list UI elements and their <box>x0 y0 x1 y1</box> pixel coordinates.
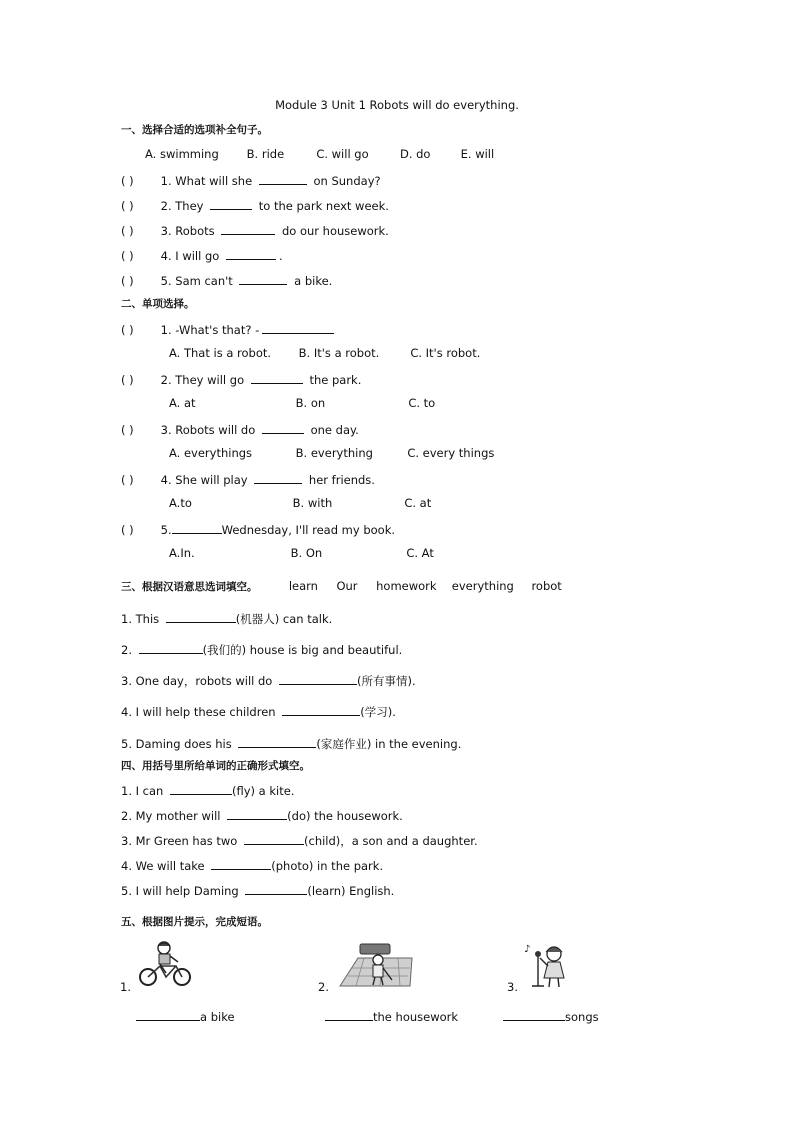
word-bank-item: robot <box>531 579 562 593</box>
section-5-heading: 五、根据图片提示，完成短语。 <box>121 916 268 928</box>
picture-number-2: 2. <box>318 980 329 994</box>
option-e: E. will <box>460 147 495 161</box>
question-text: 4. We will take <box>121 859 205 873</box>
option-a[interactable]: A. at <box>169 396 196 410</box>
answer-blank[interactable] <box>282 703 360 716</box>
question-text: (所有事情). <box>357 674 416 688</box>
question-text: on Sunday? <box>313 174 381 188</box>
answer-parens[interactable]: ( ) <box>121 323 134 337</box>
question-text: 1. This <box>121 612 160 626</box>
option-b[interactable]: B. everything <box>295 446 373 460</box>
s4-question-1 <box>121 782 294 798</box>
question-text: 5. Daming does his <box>121 737 232 751</box>
option-b[interactable]: B. with <box>292 496 333 510</box>
answer-blank[interactable] <box>239 272 287 285</box>
question-text: one day. <box>310 423 359 437</box>
question-text: to the park next week. <box>258 199 389 213</box>
answer-parens[interactable]: ( ) <box>121 523 134 537</box>
word-bank-item: homework <box>376 579 437 593</box>
option-b[interactable]: B. On <box>290 546 323 560</box>
option-a[interactable]: A.In. <box>169 546 195 560</box>
s2-question-5 <box>121 521 395 537</box>
answer-parens[interactable]: ( ) <box>121 249 134 263</box>
answer-blank[interactable] <box>136 1008 200 1021</box>
question-text: 2. <box>121 643 132 657</box>
option-a[interactable]: A. That is a robot. <box>169 346 272 360</box>
answer-blank[interactable] <box>262 421 304 434</box>
s2-question-2 <box>121 371 361 387</box>
s5-phrase-1 <box>136 1008 235 1024</box>
section-2-heading: 二、单项选择。 <box>121 298 195 310</box>
answer-blank[interactable] <box>166 610 236 623</box>
question-text: (photo) in the park. <box>271 859 384 873</box>
option-c[interactable]: C. at <box>404 496 432 510</box>
answer-blank[interactable] <box>325 1008 373 1021</box>
question-text: (我们的) house is big and beautiful. <box>202 643 403 657</box>
option-a: A. swimming <box>145 147 219 161</box>
option-c[interactable]: C. every things <box>407 446 495 460</box>
section-3-heading: 三、根据汉语意思选词填空。 <box>121 581 258 593</box>
question-text: the park. <box>309 373 362 387</box>
answer-blank[interactable] <box>244 832 304 845</box>
option-c[interactable]: C. At <box>406 546 434 560</box>
question-text: 4. I will go <box>160 249 220 263</box>
picture-number-1: 1. <box>120 980 131 994</box>
question-text: Wednesday, I'll read my book. <box>221 523 396 537</box>
s5-phrase-3 <box>503 1008 599 1024</box>
answer-parens[interactable]: ( ) <box>121 174 134 188</box>
word-bank-item: learn <box>288 579 318 593</box>
s2-q2-options <box>169 396 435 410</box>
s4-question-5 <box>121 882 394 898</box>
question-text: . <box>278 249 283 263</box>
s4-question-3 <box>121 832 478 849</box>
option-c: C. will go <box>316 147 369 161</box>
s3-question-2 <box>121 641 402 658</box>
option-d: D. do <box>399 147 431 161</box>
s1-question-5 <box>121 272 332 288</box>
s2-q3-options <box>169 446 494 460</box>
s2-question-3 <box>121 421 359 437</box>
answer-blank[interactable] <box>251 371 303 384</box>
answer-blank[interactable] <box>170 782 232 795</box>
question-text: 5. Sam can't <box>160 274 233 288</box>
s4-question-2 <box>121 807 403 823</box>
answer-parens[interactable]: ( ) <box>121 274 134 288</box>
question-text: (机器人) can talk. <box>235 612 333 626</box>
girl-singing-picture <box>522 940 572 990</box>
option-a[interactable]: A.to <box>169 496 192 510</box>
answer-blank[interactable] <box>226 247 276 260</box>
section-1-options <box>145 147 494 161</box>
answer-blank[interactable] <box>245 882 307 895</box>
boy-riding-bike-picture <box>136 940 194 988</box>
word-bank-item: everything <box>451 579 514 593</box>
answer-blank[interactable] <box>221 222 275 235</box>
s2-q4-options <box>169 496 431 510</box>
option-b: B. ride <box>246 147 285 161</box>
question-text: (learn) English. <box>307 884 395 898</box>
s2-question-4 <box>121 471 375 487</box>
page-title: Module 3 Unit 1 Robots will do everything. <box>275 98 519 112</box>
phrase-text: a bike <box>200 1010 235 1024</box>
answer-parens[interactable]: ( ) <box>121 373 134 387</box>
phrase-text: the housework <box>373 1010 459 1024</box>
section-4-heading: 四、用括号里所给单词的正确形式填空。 <box>121 760 310 772</box>
answer-blank[interactable] <box>211 857 271 870</box>
question-text: 5. I will help Daming <box>121 884 239 898</box>
s1-question-3 <box>121 222 389 238</box>
s3-question-4 <box>121 703 396 720</box>
picture-number-3: 3. <box>507 980 518 994</box>
option-b[interactable]: B. on <box>295 396 326 410</box>
answer-blank[interactable] <box>139 641 203 654</box>
s4-question-4 <box>121 857 383 873</box>
answer-blank[interactable] <box>172 521 222 534</box>
answer-blank[interactable] <box>210 197 252 210</box>
girl-doing-housework-picture <box>338 940 414 988</box>
option-b[interactable]: B. It's a robot. <box>298 346 380 360</box>
answer-parens[interactable]: ( ) <box>121 199 134 213</box>
option-a[interactable]: A. everythings <box>169 446 253 460</box>
s3-question-3 <box>121 672 416 689</box>
question-text: 3. Robots <box>160 224 215 238</box>
answer-blank[interactable] <box>262 321 334 334</box>
svg-text:♪: ♪ <box>524 944 531 955</box>
option-c[interactable]: C. It's robot. <box>410 346 481 360</box>
s2-question-1 <box>121 321 337 337</box>
question-text: (学习). <box>360 705 396 719</box>
question-text: (fly) a kite. <box>232 784 295 798</box>
s1-question-1 <box>121 172 381 188</box>
answer-blank[interactable] <box>279 672 357 685</box>
s3-question-1 <box>121 610 332 627</box>
question-text: 3. One day，robots will do <box>121 674 273 688</box>
question-text: 3. Mr Green has two <box>121 834 238 848</box>
question-text: 5. <box>160 523 172 537</box>
question-text: 3. Robots will do <box>160 423 256 437</box>
s1-question-4 <box>121 247 283 263</box>
question-text: (家庭作业) in the evening. <box>316 737 462 751</box>
question-text: 1. I can <box>121 784 164 798</box>
question-text: do our housework. <box>281 224 389 238</box>
question-text: 2. My mother will <box>121 809 221 823</box>
answer-blank[interactable] <box>254 471 302 484</box>
answer-blank[interactable] <box>238 735 316 748</box>
s3-question-5 <box>121 735 461 752</box>
phrase-text: songs <box>565 1010 599 1024</box>
question-text: 4. I will help these children <box>121 705 276 719</box>
word-bank-item: Our <box>336 579 358 593</box>
answer-blank[interactable] <box>503 1008 565 1021</box>
answer-parens[interactable]: ( ) <box>121 473 134 487</box>
answer-blank[interactable] <box>259 172 307 185</box>
question-text: 2. They <box>160 199 204 213</box>
option-c[interactable]: C. to <box>408 396 436 410</box>
answer-blank[interactable] <box>227 807 287 820</box>
s2-q1-options <box>169 346 480 360</box>
s5-phrase-2 <box>325 1008 458 1024</box>
question-text: 1. What will she <box>160 174 253 188</box>
question-text: 1. -What's that? - <box>160 323 260 337</box>
question-text: (do) the housework. <box>287 809 403 823</box>
answer-parens[interactable]: ( ) <box>121 224 134 238</box>
question-text: a bike. <box>294 274 333 288</box>
section-1-heading: 一、选择合适的选项补全句子。 <box>121 124 268 136</box>
s1-question-2 <box>121 197 389 213</box>
question-text: 2. They will go <box>160 373 245 387</box>
question-text: 4. She will play <box>160 473 248 487</box>
question-text: (child)，a son and a daughter. <box>304 834 478 848</box>
section-3-heading-row <box>121 579 562 594</box>
answer-parens[interactable]: ( ) <box>121 423 134 437</box>
s2-q5-options <box>169 546 434 560</box>
question-text: her friends. <box>308 473 375 487</box>
